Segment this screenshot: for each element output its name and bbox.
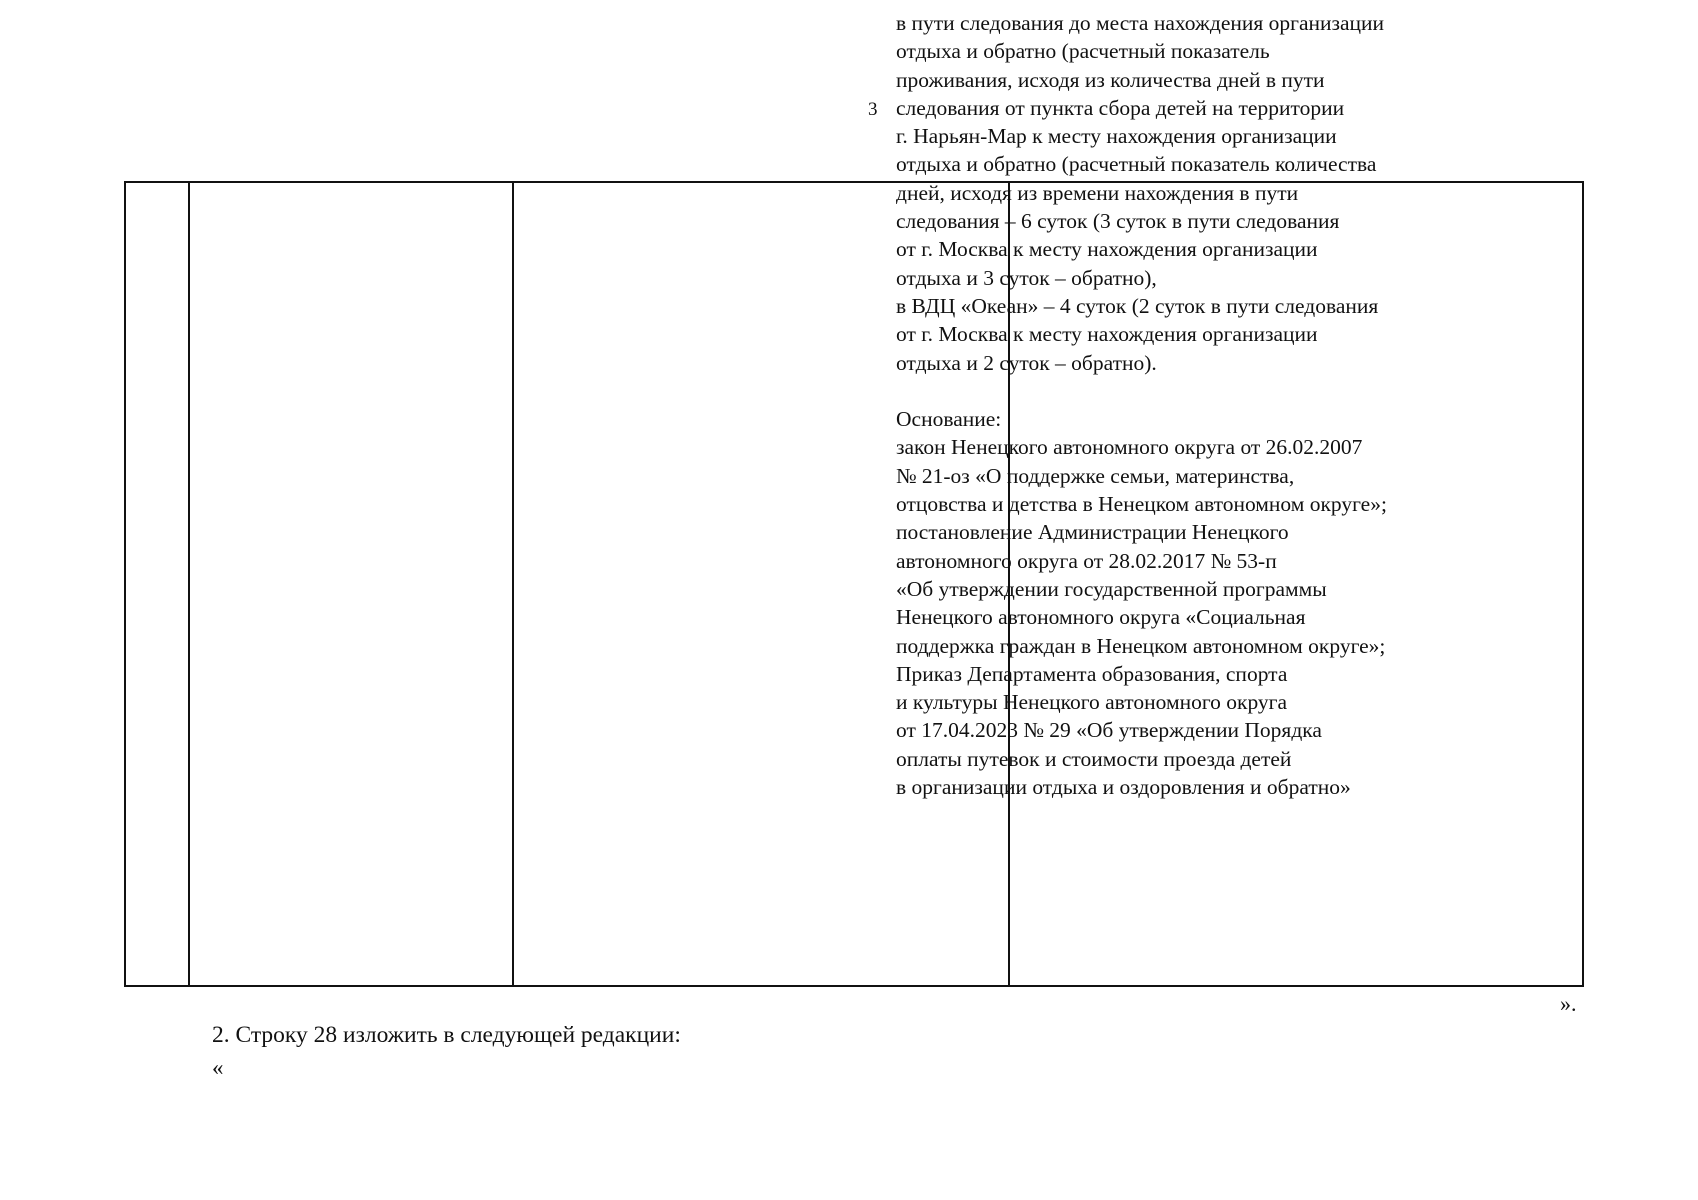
cell-line: № 21-оз «О поддержке семьи, материнства, (896, 463, 1295, 488)
cell-line: Ненецкого автономного округа «Социальная (896, 605, 1306, 630)
table-column-divider (188, 183, 190, 985)
cell-line: «Об утверждении государственной программы (896, 576, 1327, 601)
cell-line: закон Ненецкого автономного округа от 26.02.2007 (896, 435, 1363, 460)
cell-line: г. Нарьян-Мар к месту нахождения организации (896, 124, 1337, 149)
cell-line: от г. Москва к месту нахождения организации (896, 237, 1318, 262)
cell-line: в организации отдыха и оздоровления и обратно» (896, 775, 1351, 800)
page-number: 3 (868, 99, 878, 120)
cell-line: поддержка граждан в Ненецком автономном округе»; (896, 633, 1386, 658)
cell-line: следования от пункта сбора детей на территории (896, 95, 1345, 120)
paragraph-gap (896, 377, 1456, 405)
cell-line: отдыха и обратно (расчетный показатель количества (896, 152, 1377, 177)
cell-line: следования – 6 суток (3 суток в пути следования (896, 209, 1340, 234)
amendment-instruction: 2. Строку 28 изложить в следующей редакции: (212, 1022, 681, 1048)
cell-line: отдыха и 3 суток – обратно), (896, 265, 1157, 290)
basis-heading: Основание: (896, 407, 1002, 432)
cell-line: и культуры Ненецкого автономного округа (896, 690, 1288, 715)
cell-line: от 17.04.2023 № 29 «Об утверждении Порядка (896, 718, 1322, 743)
cell-line: в пути следования до места нахождения организации (896, 11, 1385, 35)
table-column-divider (512, 183, 514, 985)
closing-quote: ». (1560, 991, 1577, 1016)
opening-quote: « (212, 1055, 224, 1080)
cell-line: отдыха и 2 суток – обратно). (896, 350, 1157, 375)
cell-line: дней, исходя из времени нахождения в пути (896, 180, 1299, 205)
cell-line: в ВДЦ «Океан» – 4 суток (2 суток в пути следования (896, 293, 1379, 318)
table-cell-text (896, 9, 1456, 801)
cell-line: от г. Москва к месту нахождения организации (896, 322, 1318, 347)
cell-line: оплаты путевок и стоимости проезда детей (896, 746, 1292, 771)
cell-line: Приказ Департамента образования, спорта (896, 661, 1288, 686)
cell-line: проживания, исходя из количества дней в пути (896, 67, 1325, 92)
cell-line: постановление Администрации Ненецкого (896, 520, 1289, 545)
cell-line: автономного округа от 28.02.2017 № 53-п (896, 548, 1277, 573)
cell-line: отцовства и детства в Ненецком автономном округе»; (896, 492, 1387, 517)
cell-line: отдыха и обратно (расчетный показатель (896, 39, 1270, 64)
